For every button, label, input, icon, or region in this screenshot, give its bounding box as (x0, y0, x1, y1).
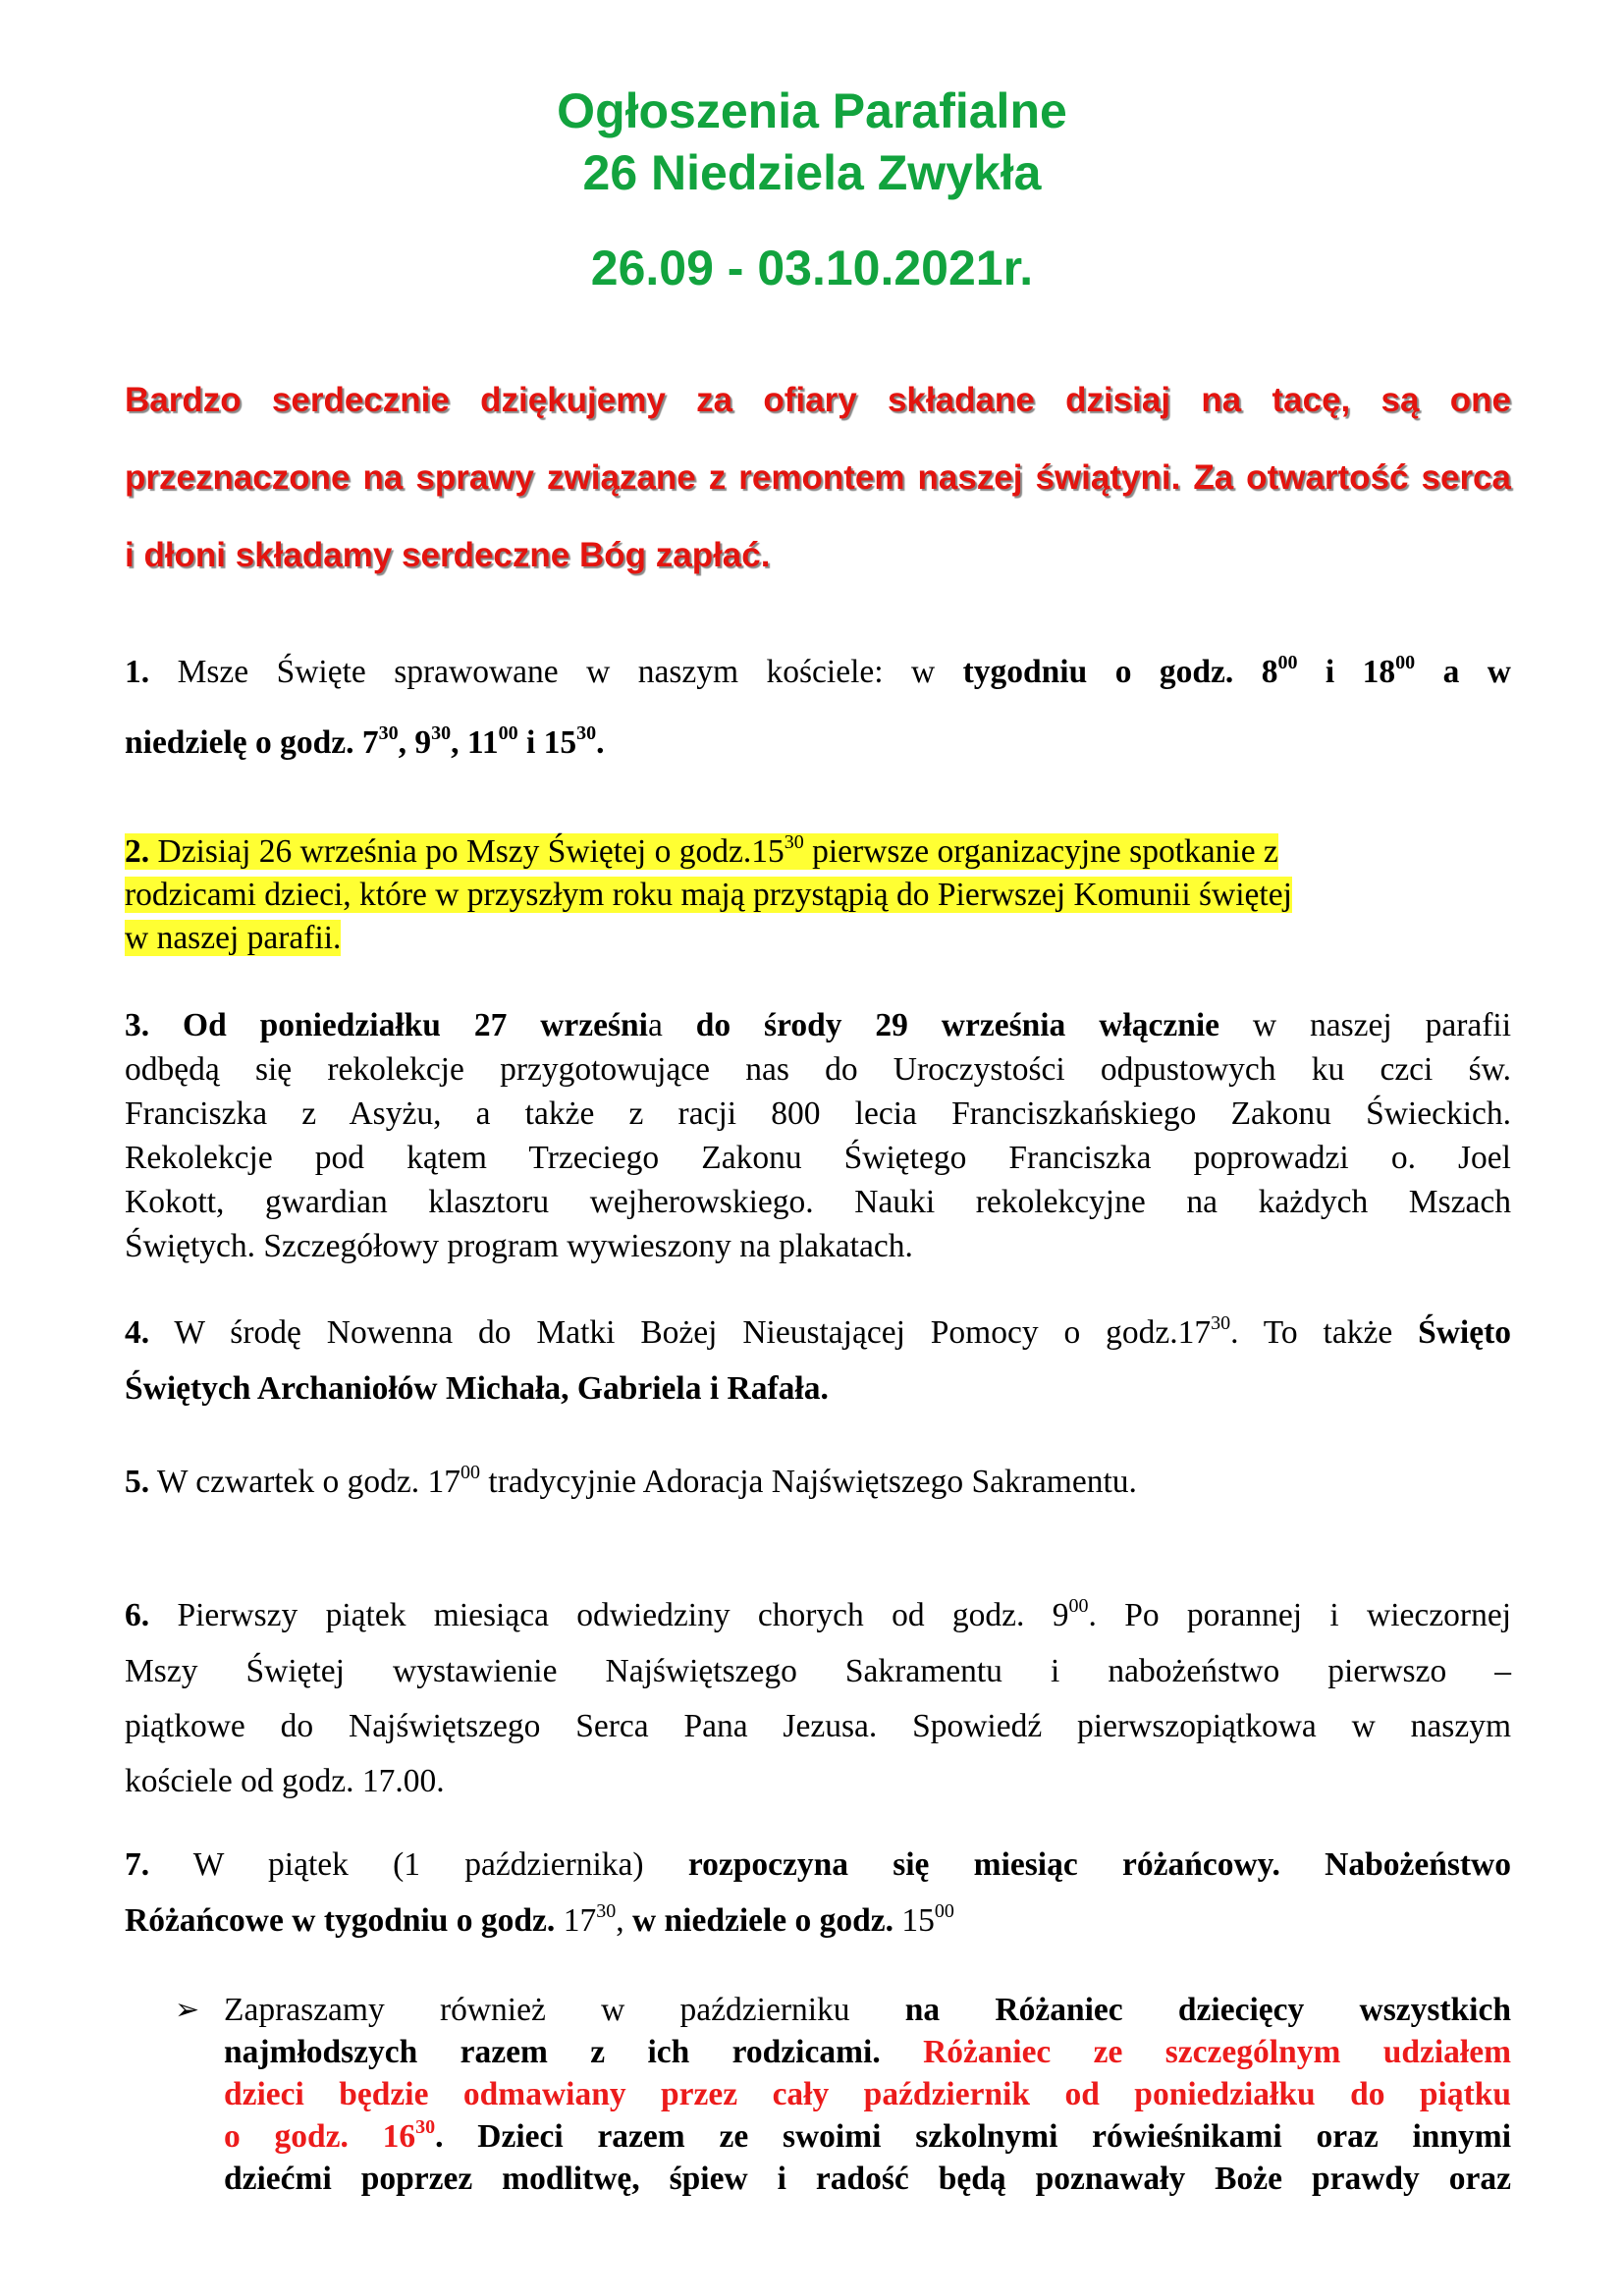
item-number: 4. (125, 1314, 150, 1351)
superscript: 30 (784, 831, 804, 853)
text: , 9 (398, 724, 432, 761)
superscript: 00 (1277, 652, 1298, 673)
bullet-line-3 (224, 2075, 1511, 2114)
bullet-line-4 (224, 2117, 1511, 2157)
text: . To także (1230, 1314, 1419, 1351)
bullet-line-2 (224, 2033, 1511, 2072)
text: Święto (1418, 1314, 1512, 1351)
item-number: 2. (125, 833, 150, 870)
intro-line-3: i dłoni składamy serdeczne Bóg zapłać. (125, 536, 771, 574)
item-number: 5. (125, 1464, 150, 1500)
text: W środę Nowenna do Matki Bożej Nieustającej Pomocy o godz.17 (149, 1314, 1212, 1351)
date-range: 26.09 - 03.10.2021r. (590, 240, 1034, 295)
text: W piątek (1 października) (149, 1846, 688, 1883)
text: i 15 (517, 724, 577, 761)
text: Różańcowe w tygodniu o godz. (125, 1902, 564, 1939)
text: pierwsze organizacyjne spotkanie z (803, 833, 1278, 870)
text: najmłodszych razem z ich rodzicami. (224, 2034, 924, 2070)
superscript: 30 (596, 1900, 617, 1922)
arrow-bullet-icon: ➢ (175, 1994, 200, 2026)
text: Pierwszy piątek miesiąca odwiedziny chorych od godz. 9 (149, 1597, 1069, 1633)
item-6-line-2: Mszy Świętej wystawienie Najświętszego Sakramentu i nabożeństwo pierwszo – (125, 1653, 1511, 1689)
item-3-line-5: Kokott, gwardian klasztoru wejherowskiego. Nauki rekolekcyjne na każdych Mszach (125, 1184, 1511, 1220)
item-4-line-2 (125, 1369, 1511, 1409)
superscript: 30 (378, 722, 399, 744)
text: Świętych Archaniołów Michała, Gabriela i Rafała. (125, 1370, 829, 1407)
highlight: w naszej parafii. (125, 920, 342, 956)
text: w niedziele o godz. (631, 1902, 902, 1939)
bullet-line-1 (224, 1991, 1511, 2030)
item-2-line-3 (125, 919, 341, 958)
item-4-line-1 (125, 1313, 1511, 1353)
text: , 11 (451, 724, 499, 761)
text: 15 (901, 1902, 935, 1939)
highlight: rodzicami dzieci, które w przyszłym roku mają przystąpią do Pierwszej Komunii świętej (125, 877, 1292, 913)
intro-line-1: Bardzo serdecznie dziękujemy za ofiary składane dzisiaj na tacę, są one (125, 381, 1511, 419)
superscript: 30 (1211, 1312, 1231, 1334)
text: Zapraszamy również w październiku (224, 1992, 905, 2028)
text: , (616, 1902, 632, 1939)
superscript: 00 (498, 722, 518, 744)
superscript: 30 (576, 722, 597, 744)
text: . (435, 2118, 444, 2155)
text: a w (1415, 654, 1512, 690)
text: Od poniedziałku 27 wrześni (149, 1007, 648, 1043)
text: Różaniec ze szczególnym udziałem (923, 2034, 1511, 2070)
item-number: 1. (125, 654, 150, 690)
text: Dzisiaj 26 września po Mszy Świętej o godz.15 (149, 833, 785, 870)
item-3-line-1 (125, 1006, 1511, 1045)
text: 17 (563, 1902, 597, 1939)
text: niedzielę o godz. 7 (125, 724, 379, 761)
item-number: 6. (125, 1597, 150, 1633)
item-3-line-2: odbędą się rekolekcje przygotowujące nas do Uroczystości odpustowych ku czci św. (125, 1051, 1511, 1088)
text: i 18 (1297, 654, 1396, 690)
superscript: 00 (460, 1462, 481, 1483)
text: a (648, 1007, 696, 1043)
item-7-line-2 (125, 1901, 1511, 1941)
superscript: 00 (1068, 1595, 1089, 1617)
item-3-line-3: Franciszka z Asyżu, a także z racji 800 lecia Franciszkańskiego Zakonu Świeckich. (125, 1095, 1511, 1132)
superscript: 30 (415, 2116, 436, 2138)
text: tradycyjnie Adoracja Najświętszego Sakramentu. (480, 1464, 1137, 1500)
item-6-line-1 (125, 1596, 1511, 1635)
text: w naszej parafii (1219, 1007, 1512, 1043)
text: dziećmi poprzez modlitwę, śpiew i radość będą poznawały Boże prawdy oraz (224, 2161, 1511, 2197)
text: o godz. 16 (224, 2118, 416, 2155)
text: . (596, 724, 605, 761)
bullet-line-5 (224, 2160, 1511, 2199)
page-title: Ogłoszenia Parafialne (557, 83, 1067, 138)
item-number: 7. (125, 1846, 150, 1883)
text: W czwartek o godz. 17 (149, 1464, 461, 1500)
item-1-line-2 (125, 723, 1511, 763)
item-7-line-1 (125, 1845, 1511, 1885)
item-2-line-1 (125, 832, 1278, 872)
superscript: 00 (1395, 652, 1416, 673)
text: tygodniu o godz. 8 (962, 654, 1278, 690)
item-3-line-4: Rekolekcje pod kątem Trzeciego Zakonu Świętego Franciszka poprowadzi o. Joel (125, 1140, 1511, 1176)
text: . Po porannej i wieczornej (1088, 1597, 1511, 1633)
page-subtitle: 26 Niedziela Zwykła (582, 145, 1042, 200)
item-6-line-3: piątkowe do Najświętszego Serca Pana Jezusa. Spowiedź pierwszopiątkowa w naszym (125, 1708, 1511, 1744)
text: na Różaniec dziecięcy wszystkich (904, 1992, 1511, 2028)
superscript: 00 (934, 1900, 954, 1922)
item-number: 3. (125, 1007, 150, 1043)
text: do środy 29 września włącznie (695, 1007, 1220, 1043)
highlight (125, 833, 1278, 870)
text: Msze Święte sprawowane w naszym kościele: w (177, 654, 963, 690)
text: Dzieci razem ze swoimi szkolnymi rówieśnikami oraz innymi (443, 2118, 1511, 2155)
superscript: 30 (431, 722, 452, 744)
item-6-line-4: kościele od godz. 17.00. (125, 1763, 445, 1799)
item-1-line-1 (125, 653, 1511, 692)
item-3-line-6: Świętych. Szczegółowy program wywieszony na plakatach. (125, 1228, 913, 1264)
item-5-line-1 (125, 1463, 1511, 1502)
text: rozpoczyna się miesiąc różańcowy. Nabożeństwo (687, 1846, 1511, 1883)
text: dzieci będzie odmawiany przez cały październik od poniedziałku do piątku (224, 2076, 1511, 2112)
intro-line-2: przeznaczone na sprawy związane z remontem naszej świątyni. Za otwartość serca (125, 458, 1511, 497)
item-2-line-2 (125, 876, 1292, 915)
